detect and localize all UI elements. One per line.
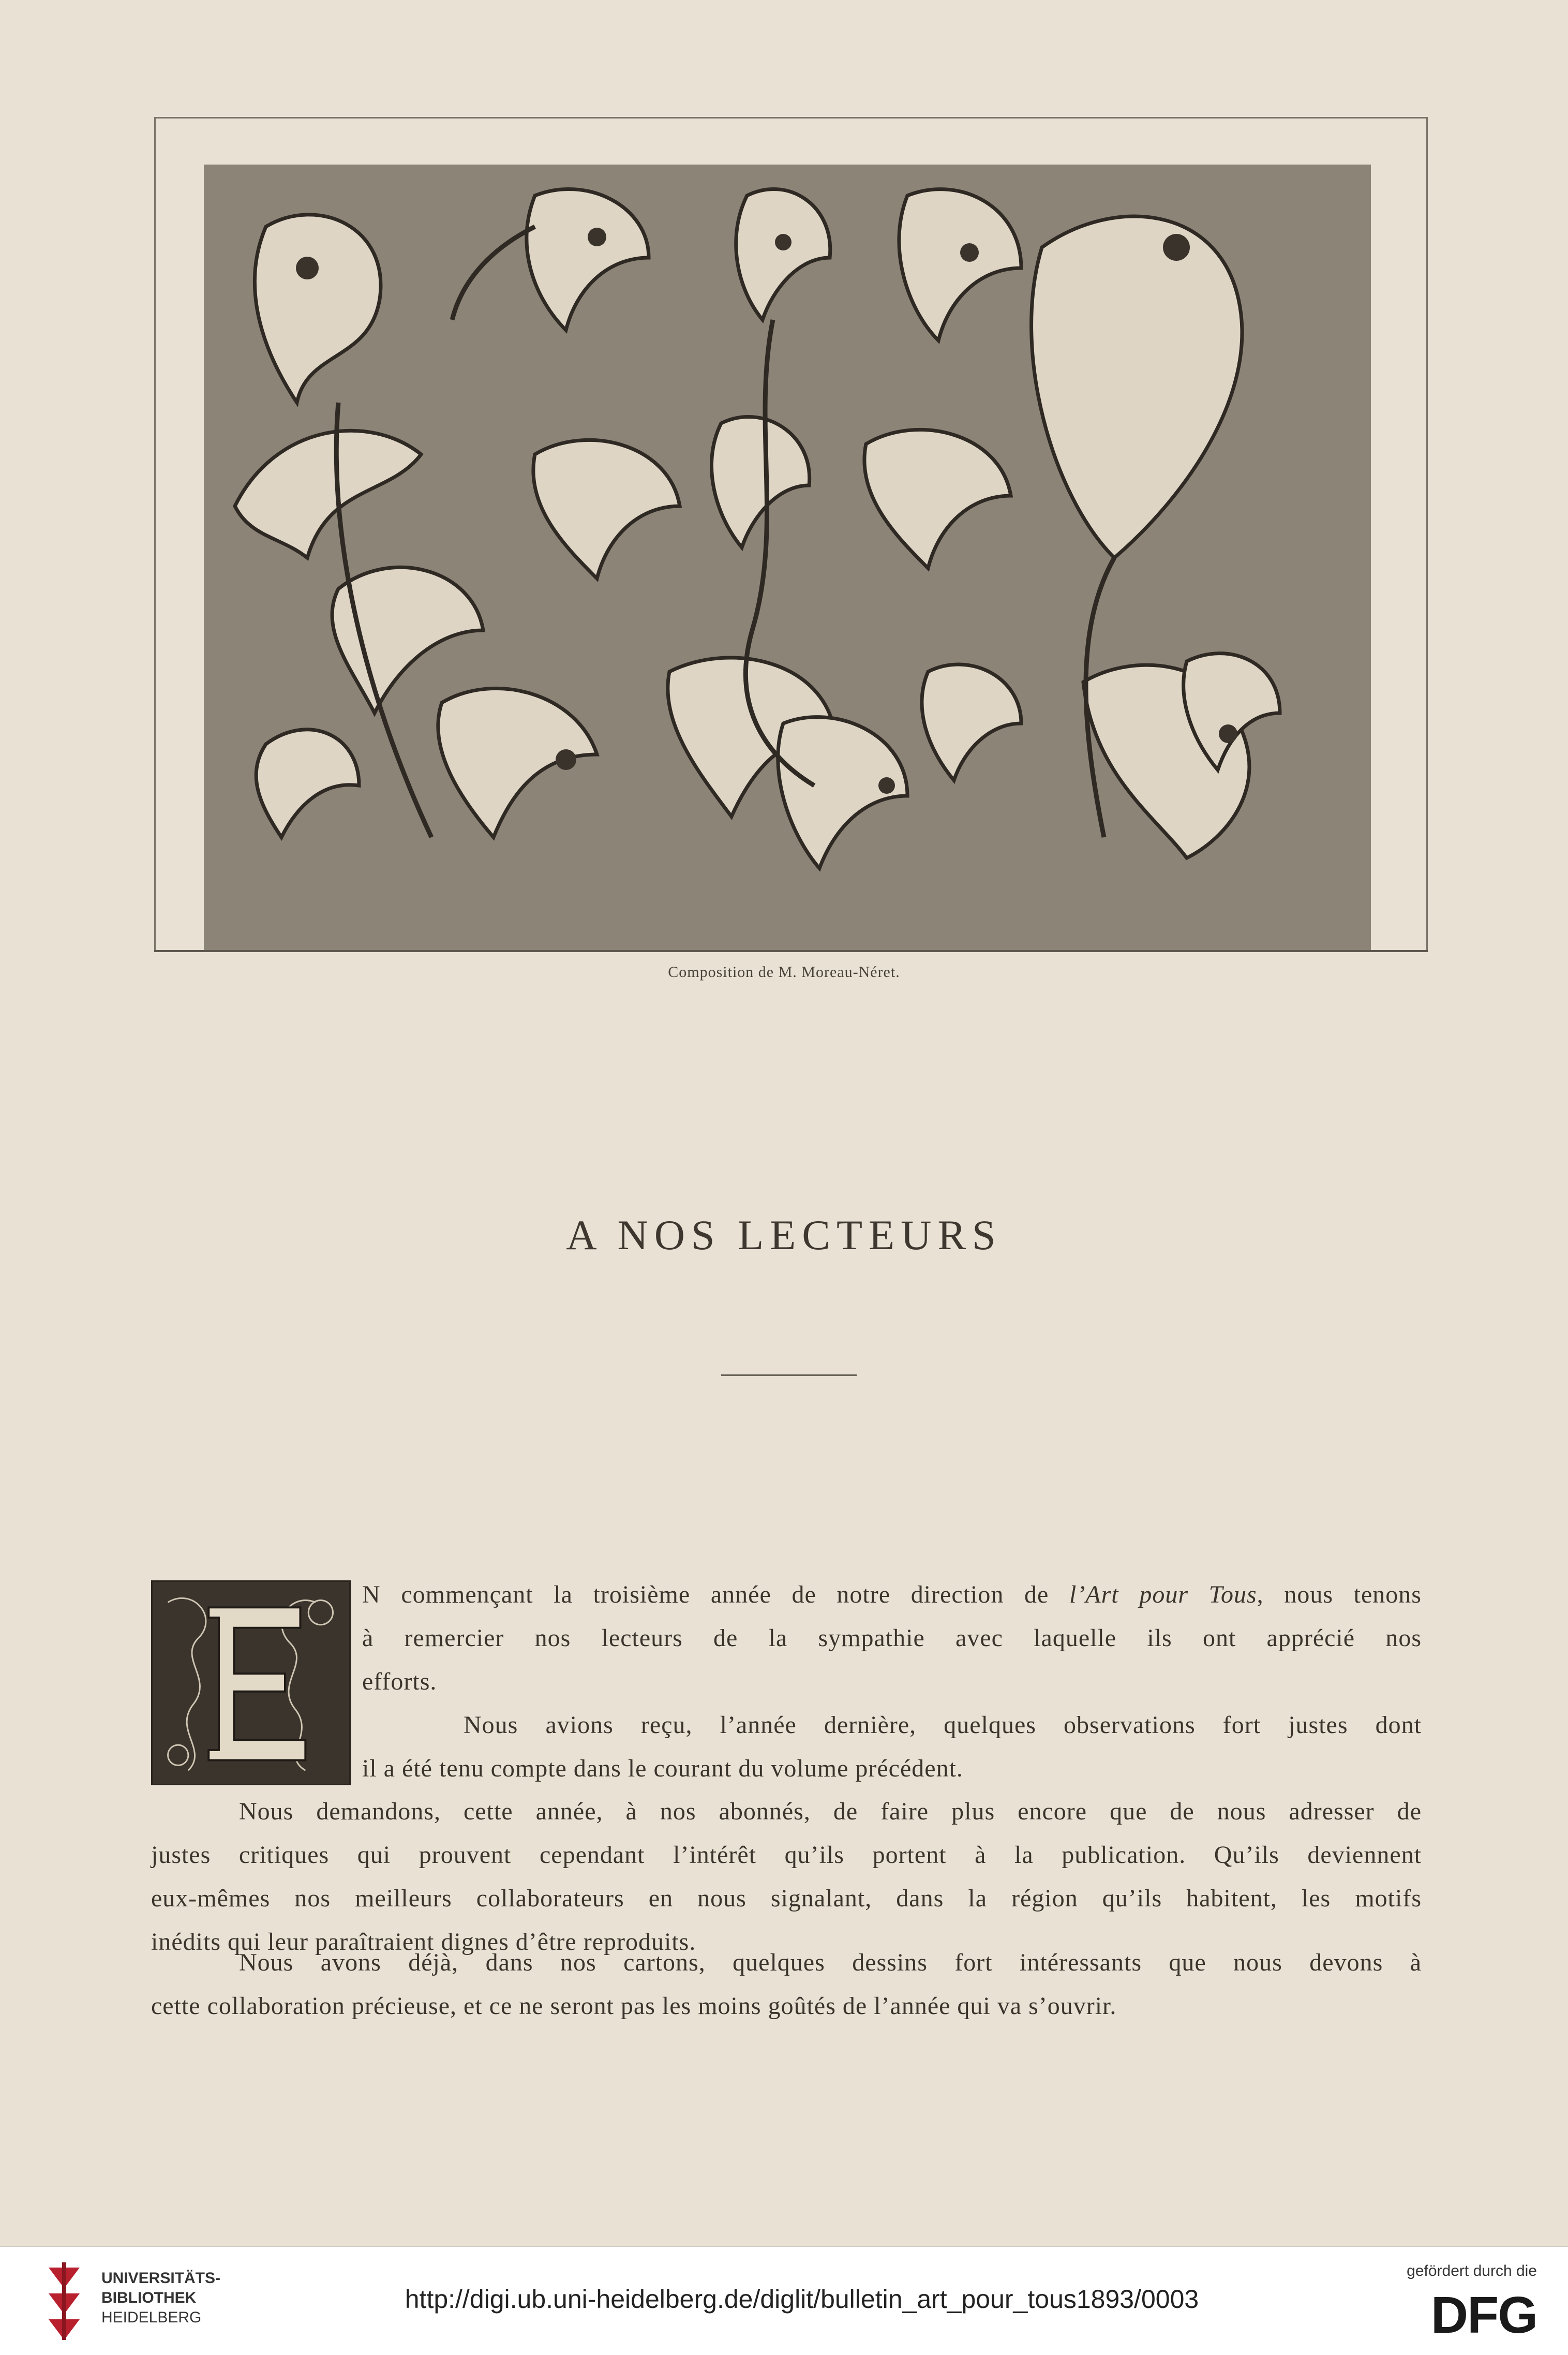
- title-ornamental-rule: [721, 1374, 857, 1376]
- library-name: UNIVERSITÄTS- BIBLIOTHEK HEIDELBERG: [101, 2270, 221, 2326]
- dfg-logo-icon: DFG: [1430, 2286, 1537, 2344]
- text-line: N commençant la troisième année de notre direction de l’Art pour Tous, nous tenons: [362, 1581, 1422, 1608]
- page-title: A NOS LECTEURS: [566, 1211, 1002, 1258]
- text-line: cette collaboration précieuse, et ce ne seront pas les moins goûtés de l’année qui va s’ouvrir.: [151, 1992, 1117, 2020]
- text-line: justes critiques qui prouvent cependant l’intérêt qu’ils portent à la publication. Qu’ils deviennent: [151, 1841, 1422, 1869]
- text-line: il a été tenu compte dans le courant du volume précédent.: [362, 1755, 963, 1782]
- text-line: eux-mêmes nos meilleurs collaborateurs en nous signalant, dans la région qu’ils habitent, les motifs: [151, 1885, 1422, 1912]
- text-line: efforts.: [362, 1668, 437, 1695]
- text-line: à remercier nos lecteurs de la sympathie avec laquelle ils ont apprécié nos: [362, 1624, 1422, 1652]
- text-line: Nous demandons, cette année, à nos abonnés, de faire plus encore que de nous adresser de: [239, 1798, 1422, 1825]
- paragraph-1: [362, 1573, 1422, 1790]
- sponsor-label: gefördert durch die: [1407, 2262, 1537, 2279]
- journal-title: l’Art pour Tous: [1069, 1581, 1257, 1608]
- viewer-footer: [0, 2246, 1568, 2355]
- permalink-url[interactable]: http://digi.ub.uni-heidelberg.de/diglit/bulletin_art_pour_tous1893/0003: [405, 2285, 1199, 2314]
- text-line: inédits qui leur paraîtraient dignes d’être reproduits.: [151, 1928, 696, 1956]
- plate-caption: Composition de M. Moreau-Néret.: [668, 964, 900, 981]
- paragraph-3: [151, 1941, 1422, 2028]
- paragraph-2: [151, 1790, 1422, 1964]
- text-line: Nous avions reçu, l’année dernière, quelques observations fort justes dont: [464, 1711, 1422, 1739]
- text-line: Nous avons déjà, dans nos cartons, quelques dessins fort intéressants que nous devons à: [239, 1949, 1422, 1976]
- plate-underline: [154, 950, 1428, 952]
- ornamental-leaves-illustration: [204, 165, 1371, 951]
- university-library-logo-icon: [33, 2257, 95, 2344]
- ornate-initial-e-icon: [151, 1580, 351, 1785]
